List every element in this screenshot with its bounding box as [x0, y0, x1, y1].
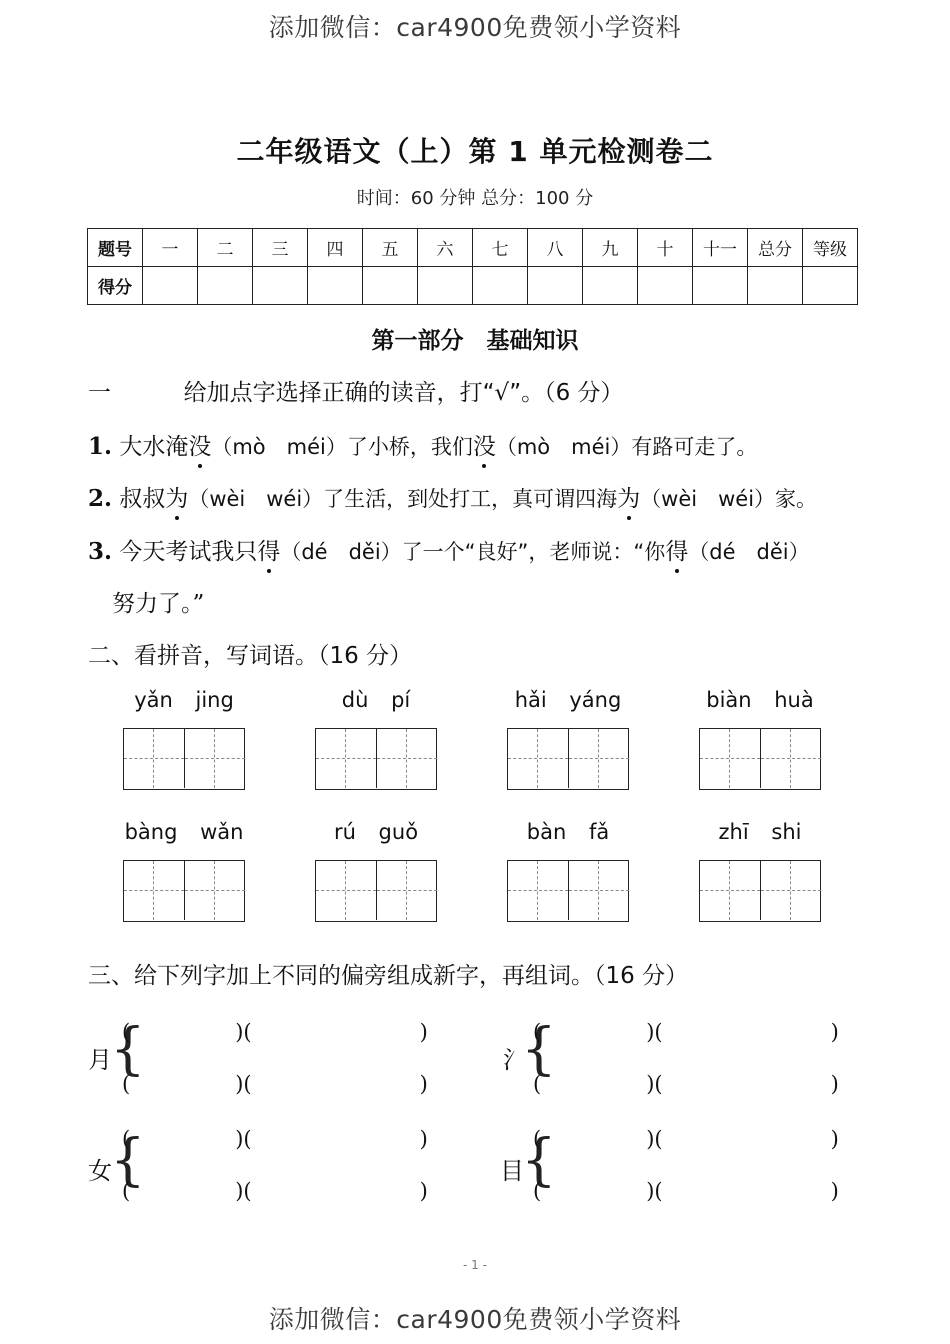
exam-info: 时间：60 分钟 总分：100 分	[356, 188, 594, 209]
table-cell: 一	[143, 229, 198, 267]
writing-grid[interactable]	[507, 728, 629, 790]
pinyin-label: zhī shi	[718, 820, 802, 844]
table-cell: 十	[638, 229, 693, 267]
table-cell: 六	[418, 229, 473, 267]
sentence-text: 今天考试我只	[119, 539, 258, 565]
writing-grid[interactable]	[699, 860, 821, 922]
dotted-char: 为	[165, 480, 188, 513]
score-input-cell[interactable]	[748, 267, 803, 305]
radical-char: 氵	[503, 1046, 527, 1074]
score-input-cell[interactable]	[528, 267, 583, 305]
dotted-char: 为	[617, 480, 640, 513]
table-cell: 八	[528, 229, 583, 267]
dotted-char: 得	[257, 533, 280, 566]
radical-char: 女	[88, 1157, 112, 1185]
pinyin-label: rú guǒ	[333, 820, 419, 844]
dotted-char: 得	[665, 533, 688, 566]
pinyin-choice[interactable]: （dé děi）	[688, 540, 810, 564]
writing-grid[interactable]	[123, 728, 245, 790]
score-table-header-row	[88, 229, 858, 267]
question-1-title	[88, 374, 624, 407]
table-cell: 得分	[88, 267, 143, 305]
question-1-item-1	[88, 428, 757, 461]
table-cell: 十一	[693, 229, 748, 267]
pinyin-choice[interactable]: （dé děi）了一个“良好”，老师说：“你	[280, 540, 666, 564]
answer-blank-line[interactable]: ( )( )	[533, 1127, 839, 1151]
sentence-text: 大水淹	[119, 434, 189, 460]
writing-grid[interactable]	[699, 728, 821, 790]
score-input-cell[interactable]	[638, 267, 693, 305]
score-input-cell[interactable]	[583, 267, 638, 305]
pinyin-choice[interactable]: （wèi wéi）家。	[640, 487, 818, 511]
score-table-score-row	[88, 267, 858, 305]
table-cell: 三	[253, 229, 308, 267]
answer-blank-line[interactable]: ( )( )	[533, 1020, 839, 1044]
brace-icon: {	[110, 1128, 146, 1193]
item-number: 2.	[88, 485, 113, 512]
score-table	[87, 228, 858, 305]
score-input-cell[interactable]	[143, 267, 198, 305]
score-input-cell[interactable]	[418, 267, 473, 305]
answer-blank-line[interactable]: ( )( )	[122, 1127, 428, 1151]
question-1-item-3	[88, 533, 810, 566]
question-1-item-2	[88, 480, 817, 513]
watermark-top: 添加微信：car4900免费领小学资料	[268, 13, 682, 42]
answer-blank-line[interactable]: ( )( )	[533, 1072, 839, 1096]
answer-blank-line[interactable]: ( )( )	[122, 1020, 428, 1044]
item-number: 3.	[88, 538, 113, 565]
pinyin-choice[interactable]: （wèi wéi）了生活，到处打工，真可谓四海	[188, 487, 618, 511]
page-title: 二年级语文（上）第 1 单元检测卷二	[236, 135, 714, 168]
table-cell: 九	[583, 229, 638, 267]
score-input-cell[interactable]	[363, 267, 418, 305]
score-input-cell[interactable]	[473, 267, 528, 305]
table-cell: 总分	[748, 229, 803, 267]
writing-grid[interactable]	[315, 728, 437, 790]
pinyin-label: hǎi yáng	[514, 688, 622, 712]
item-number: 1.	[88, 433, 113, 460]
pinyin-label: yǎn jing	[134, 688, 234, 712]
brace-icon: {	[521, 1128, 557, 1193]
pinyin-choice[interactable]: （mò méi）有路可走了。	[495, 435, 758, 459]
brace-icon: {	[110, 1017, 146, 1082]
score-input-cell[interactable]	[308, 267, 363, 305]
table-cell: 等级	[803, 229, 858, 267]
dotted-char: 没	[473, 428, 496, 461]
pinyin-label: bàng wǎn	[124, 820, 244, 844]
question-3-title: 三、给下列字加上不同的偏旁组成新字，再组词。（16 分）	[88, 963, 689, 989]
question-2-title: 二、看拼音，写词语。（16 分）	[88, 643, 413, 669]
page-number: - 1 -	[463, 1258, 487, 1272]
table-cell: 四	[308, 229, 363, 267]
answer-blank-line[interactable]: ( )( )	[122, 1179, 428, 1203]
question-text: 给加点字选择正确的读音，打“√”。（6 分）	[183, 380, 624, 406]
writing-grid[interactable]	[315, 860, 437, 922]
section-heading: 第一部分 基础知识	[371, 328, 579, 354]
score-input-cell[interactable]	[693, 267, 748, 305]
score-input-cell[interactable]	[198, 267, 253, 305]
radical-char: 月	[88, 1046, 112, 1074]
table-cell: 题号	[88, 229, 143, 267]
score-input-cell[interactable]	[253, 267, 308, 305]
table-cell: 五	[363, 229, 418, 267]
sentence-text: 叔叔	[119, 486, 166, 512]
pinyin-label: dù pí	[341, 688, 411, 712]
question-number: 一	[88, 380, 111, 406]
question-1-item-3-continued: 努力了。”	[112, 591, 205, 617]
pinyin-label: bàn fǎ	[526, 820, 610, 844]
radical-char: 目	[500, 1157, 524, 1185]
dotted-char: 没	[188, 428, 211, 461]
score-input-cell[interactable]	[803, 267, 858, 305]
pinyin-choice[interactable]: （mò méi）了小桥，我们	[211, 435, 473, 459]
table-cell: 二	[198, 229, 253, 267]
answer-blank-line[interactable]: ( )( )	[122, 1072, 428, 1096]
writing-grid[interactable]	[507, 860, 629, 922]
answer-blank-line[interactable]: ( )( )	[533, 1179, 839, 1203]
writing-grid[interactable]	[123, 860, 245, 922]
brace-icon: {	[521, 1017, 557, 1082]
pinyin-label: biàn huà	[706, 688, 814, 712]
table-cell: 七	[473, 229, 528, 267]
watermark-bottom: 添加微信：car4900免费领小学资料	[268, 1305, 682, 1334]
